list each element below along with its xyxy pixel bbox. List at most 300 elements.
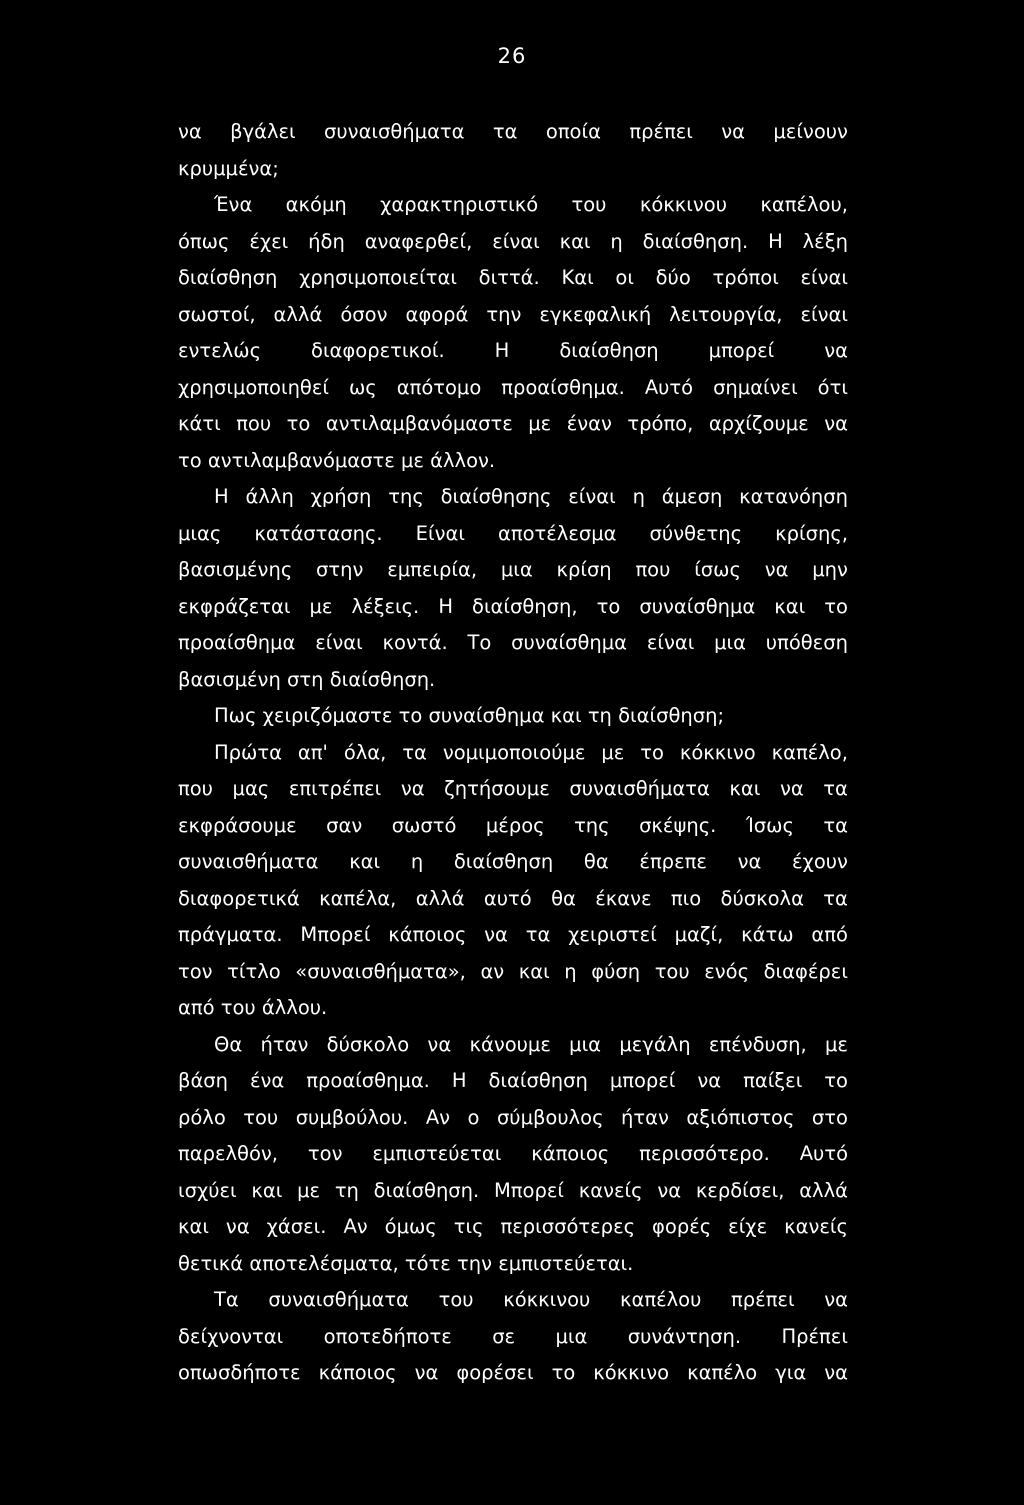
word: ρόλο: [178, 1105, 226, 1129]
word: μια: [555, 1324, 588, 1348]
word: επένδυση,: [708, 1032, 807, 1056]
text-line: [178, 844, 848, 881]
word: με: [601, 740, 625, 764]
word: χειριστεί: [568, 923, 657, 946]
word: διαίσθηση: [488, 1069, 588, 1092]
word: «συναισθήματα»,: [295, 959, 466, 983]
word: την: [457, 1251, 493, 1275]
word: θα: [583, 850, 609, 873]
word: το: [824, 594, 848, 618]
text-line: [178, 954, 848, 991]
word: αλλά: [799, 1178, 848, 1202]
word: θετικά: [178, 1251, 244, 1275]
word: το: [596, 594, 621, 618]
word: σε: [492, 1324, 516, 1348]
text-line: [178, 881, 848, 918]
word: είχε: [728, 1215, 768, 1238]
word: πράγματα.: [178, 923, 283, 946]
word: να: [824, 339, 848, 362]
word: Αν: [425, 1105, 451, 1129]
word: στο: [811, 1105, 848, 1129]
word: έπρεπε: [639, 850, 707, 873]
word: εκφράζεται: [178, 594, 291, 618]
word: στην: [316, 558, 364, 581]
text-line: [178, 1209, 848, 1246]
word: να: [178, 120, 202, 143]
text-line: [178, 151, 848, 188]
word: τίτλο: [227, 959, 281, 983]
word: Και: [561, 266, 594, 289]
word: βασισμένης: [178, 558, 293, 581]
word: Το: [467, 631, 492, 654]
word: να: [400, 777, 425, 800]
text-line: [178, 625, 848, 662]
word: διαίσθηση.: [642, 229, 749, 253]
word: εμπιστεύεται.: [498, 1251, 634, 1275]
word: να: [225, 1215, 250, 1238]
word: περισσότερο.: [639, 1142, 770, 1165]
word: το: [178, 448, 202, 472]
word: Η: [494, 339, 510, 362]
word: η: [632, 485, 645, 508]
text-line: [178, 406, 848, 443]
word: εμπιστεύεται: [372, 1142, 502, 1165]
word: κάτω: [741, 923, 794, 946]
word: για: [775, 1361, 807, 1384]
word: προαίσθημα: [178, 631, 296, 654]
word: περισσότερες: [500, 1215, 636, 1238]
word: Αυτό: [799, 1142, 848, 1165]
word: μείνουν: [773, 120, 848, 143]
word: αξιόπιστος: [686, 1105, 795, 1129]
word: Θα: [214, 1032, 243, 1056]
word: χαρακτηριστικό: [380, 193, 539, 216]
word: μπορεί: [708, 339, 775, 362]
word: όπως: [178, 229, 230, 253]
text-line: [178, 771, 848, 808]
word: οπωσδήποτε: [178, 1361, 301, 1384]
word: όλα,: [343, 740, 387, 764]
word: τα: [492, 120, 518, 143]
word: αντιλαμβανόμαστε: [207, 448, 395, 472]
word: σύμβουλος: [496, 1105, 604, 1129]
word: συναισθήματα: [268, 1288, 409, 1311]
text-line: [178, 297, 848, 334]
word: είναι: [646, 631, 695, 654]
word: το: [398, 704, 423, 727]
word: και: [251, 1178, 283, 1202]
word: συναίσθημα: [639, 594, 756, 618]
word: δύσκολα: [720, 886, 804, 910]
word: τις: [453, 1215, 484, 1238]
word: Ένα: [214, 193, 253, 216]
word: αυτό: [483, 886, 532, 910]
word: να: [779, 777, 804, 800]
word: τα: [823, 886, 848, 910]
word: της: [388, 485, 424, 508]
word: είναι: [492, 229, 540, 253]
text-line: [178, 370, 848, 407]
word: τη: [334, 1178, 359, 1202]
word: να: [824, 412, 848, 435]
word: είναι: [568, 485, 616, 508]
word: να: [764, 558, 789, 581]
word: φορέσει: [456, 1361, 534, 1384]
word: λειτουργία,: [669, 302, 783, 326]
word: ήδη: [308, 229, 345, 253]
word: διαφορετικοί.: [311, 339, 445, 362]
word: σαν: [326, 813, 363, 837]
word: είναι: [800, 302, 848, 326]
word: δύσκολο: [326, 1032, 410, 1056]
word: του: [571, 193, 607, 216]
word: κατάστασης.: [254, 521, 383, 545]
word: πιο: [670, 886, 702, 910]
word: Αυτό: [644, 375, 694, 399]
word: διαίσθησης: [440, 485, 552, 508]
text-line: [178, 1246, 848, 1283]
word: να: [824, 1361, 848, 1384]
word: να: [484, 923, 508, 946]
word: μιας: [178, 521, 222, 545]
word: κρυμμένα;: [178, 156, 279, 180]
word: χρησιμοποιηθεί: [178, 375, 329, 399]
word: να: [721, 120, 745, 143]
word: κάποιος: [388, 923, 467, 946]
word: οποία: [545, 120, 601, 143]
word: ως: [348, 375, 377, 399]
word: τη: [587, 704, 612, 727]
word: του: [654, 959, 690, 983]
word: αντιλαμβανόμαστε: [325, 412, 513, 435]
word: διττά.: [478, 266, 540, 289]
word: το: [286, 412, 311, 435]
word: σωστοί,: [178, 302, 256, 326]
word: εντελώς: [178, 339, 262, 362]
word: απότομο: [396, 375, 482, 399]
word: που: [178, 777, 213, 800]
word: κόκκινου: [639, 193, 727, 216]
word: ένα: [250, 1069, 285, 1092]
word: μαζί,: [674, 923, 724, 946]
text-line: [178, 735, 848, 772]
word: Πως: [214, 704, 257, 727]
word: άλλου.: [261, 996, 328, 1019]
word: αποτελέσματα,: [249, 1251, 399, 1275]
text-line: [178, 1136, 848, 1173]
word: διαίσθηση: [178, 266, 278, 289]
word: συναισθήματα: [324, 120, 465, 143]
word: Μπορεί: [300, 923, 371, 946]
word: του: [243, 1105, 279, 1129]
word: άμεση: [661, 485, 723, 508]
word: κόκκινου: [503, 1288, 591, 1311]
word: σκέψης.: [639, 813, 717, 837]
word: κατανόηση: [739, 485, 848, 508]
word: σημαίνει: [713, 375, 798, 399]
word: να: [427, 1032, 452, 1056]
word: με: [297, 1178, 321, 1202]
word: τα: [823, 813, 848, 837]
text-line: [178, 698, 848, 735]
word: και: [559, 229, 591, 253]
word: η: [410, 850, 424, 873]
word: προαίσθημα.: [501, 375, 625, 399]
word: με: [401, 448, 424, 472]
text-line: [178, 224, 848, 261]
word: άλλον.: [430, 448, 496, 472]
text-line: [178, 1355, 848, 1392]
word: να: [697, 1069, 722, 1092]
word: διαίσθηση,: [472, 594, 578, 618]
word: προαίσθημα.: [306, 1069, 430, 1092]
word: είναι: [800, 266, 848, 289]
word: αποτέλεσμα: [497, 521, 617, 545]
text-line: [178, 1173, 848, 1210]
word: κερδίσει,: [695, 1178, 785, 1202]
word: αλλά: [273, 302, 323, 326]
word: το: [551, 1361, 576, 1384]
word: χάσει.: [266, 1215, 327, 1238]
word: σωστό: [391, 813, 457, 837]
word: αναφερθεί,: [364, 229, 473, 253]
word: με: [825, 1032, 848, 1056]
word: παίξει: [743, 1069, 803, 1092]
word: ισχύει: [178, 1178, 237, 1202]
word: καπέλο: [687, 1361, 758, 1384]
text-line: [178, 917, 848, 954]
word: μια: [569, 1032, 602, 1056]
word: καπέλου: [619, 1288, 702, 1311]
text-line: [178, 1027, 848, 1064]
word: τρόποι: [712, 266, 779, 289]
word: μέρος: [485, 813, 545, 837]
word: από: [178, 996, 215, 1019]
word: τότε: [404, 1251, 451, 1275]
word: του: [438, 1288, 474, 1311]
word: Πρώτα: [214, 740, 282, 764]
word: κρίσης,: [775, 521, 848, 545]
word: νομιμοποιούμε: [442, 740, 586, 764]
word: βασισμένη: [178, 667, 281, 691]
text-line: [178, 187, 848, 224]
word: στη: [287, 667, 324, 691]
word: έχουν: [792, 850, 848, 873]
word: δείχνονται: [178, 1324, 284, 1348]
word: είναι: [315, 631, 363, 654]
word: πρέπει: [629, 120, 693, 143]
word: έναν: [566, 412, 612, 435]
word: δύο: [655, 266, 691, 289]
word: το: [824, 1069, 848, 1092]
word: αρχίζουμε: [708, 412, 809, 435]
word: κάτι: [178, 412, 221, 435]
body-text: [178, 114, 848, 1392]
text-line: [178, 516, 848, 553]
word: καπέλου,: [760, 193, 848, 216]
word: κανείς: [784, 1215, 848, 1238]
word: θα: [551, 886, 576, 910]
word: ζητήσουμε: [444, 777, 550, 800]
word: αφορά: [405, 302, 469, 326]
word: μεγάλη: [619, 1032, 691, 1056]
word: τον: [307, 1142, 343, 1165]
word: τα: [525, 923, 551, 946]
word: οι: [615, 266, 634, 289]
word: κάνουμε: [469, 1032, 551, 1056]
text-line: [178, 260, 848, 297]
word: σύνθετης: [649, 521, 743, 545]
word: η: [610, 229, 623, 253]
word: ίσως: [694, 558, 741, 581]
page-number: 26: [497, 44, 527, 68]
word: άλλη: [245, 485, 294, 508]
word: κοντά.: [382, 631, 448, 654]
word: όμως: [384, 1215, 437, 1238]
word: και: [774, 594, 806, 618]
word: βάση: [178, 1069, 229, 1092]
word: εμπειρία,: [387, 558, 478, 581]
word: πρέπει: [731, 1288, 795, 1311]
word: διαφορετικά: [178, 886, 300, 910]
word: μια: [714, 631, 746, 654]
word: Αν: [343, 1215, 368, 1238]
word: καπέλο,: [771, 740, 848, 764]
word: διαίσθηση.: [373, 1178, 480, 1202]
text-line: [178, 662, 848, 699]
word: Η: [438, 594, 453, 618]
word: τα: [402, 740, 427, 764]
word: αλλά: [415, 886, 465, 910]
word: το: [640, 740, 664, 764]
word: από: [811, 923, 848, 946]
word: απ': [297, 740, 328, 764]
word: επιτρέπει: [288, 777, 382, 800]
word: καπέλα,: [319, 886, 397, 910]
word: συναισθήματα: [569, 777, 710, 800]
word: βγάλει: [230, 120, 296, 143]
word: να: [414, 1361, 439, 1384]
word: χρήση: [310, 485, 372, 508]
word: λέξη: [802, 229, 848, 253]
word: που: [236, 412, 272, 435]
word: ήταν: [621, 1105, 669, 1129]
word: όσον: [340, 302, 388, 326]
word: του: [220, 996, 256, 1019]
word: ο: [467, 1105, 480, 1129]
word: εκφράσουμε: [178, 813, 297, 837]
word: έκανε: [595, 886, 652, 910]
word: κανείς: [578, 1178, 643, 1202]
word: να: [824, 1288, 848, 1311]
word: συνάντηση.: [627, 1324, 742, 1348]
word: διαίσθηση.: [329, 667, 436, 691]
text-line: [178, 589, 848, 626]
word: υπόθεση: [765, 631, 848, 654]
word: διαφέρει: [763, 959, 848, 983]
word: Είναι: [415, 521, 465, 545]
word: μας: [232, 777, 270, 800]
word: συναισθήματα: [178, 850, 319, 873]
word: και: [349, 850, 381, 873]
word: τον: [178, 959, 213, 983]
word: και: [518, 959, 550, 983]
word: Η: [214, 485, 229, 508]
word: να: [737, 850, 762, 873]
text-line: [178, 1063, 848, 1100]
word: Ίσως: [745, 813, 794, 837]
text-line: [178, 1100, 848, 1137]
word: διαίσθηση;: [618, 704, 725, 727]
word: Μπορεί: [493, 1178, 564, 1202]
word: Η: [768, 229, 783, 253]
word: φύση: [591, 959, 641, 983]
text-line: [178, 990, 848, 1027]
word: που: [635, 558, 671, 581]
word: κρίση: [556, 558, 612, 581]
word: χρησιμοποιείται: [299, 266, 457, 289]
text-line: [178, 1319, 848, 1356]
word: να: [657, 1178, 682, 1202]
word: ήταν: [260, 1032, 309, 1056]
word: μια: [500, 558, 533, 581]
word: διαίσθηση: [453, 850, 554, 873]
word: συναίσθημα: [511, 631, 628, 654]
word: τρόπο,: [627, 412, 694, 435]
word: ότι: [817, 375, 848, 399]
word: Πρέπει: [781, 1324, 848, 1348]
word: μην: [812, 558, 848, 581]
text-line: [178, 443, 848, 480]
word: φορές: [652, 1215, 712, 1238]
word: η: [564, 959, 577, 983]
text-line: [178, 479, 848, 516]
word: παρελθόν,: [178, 1142, 279, 1165]
text-line: [178, 552, 848, 589]
text-line: [178, 1282, 848, 1319]
word: κόκκινο: [679, 740, 756, 764]
word: με: [528, 412, 552, 435]
word: κάποιος: [318, 1361, 397, 1384]
word: τα: [823, 777, 848, 800]
word: ακόμη: [285, 193, 347, 216]
word: αν: [480, 959, 505, 983]
word: και: [729, 777, 761, 800]
word: Η: [451, 1069, 467, 1092]
word: και: [550, 704, 582, 727]
text-line: [178, 114, 848, 151]
text-line: [178, 808, 848, 845]
text-line: [178, 333, 848, 370]
word: συμβούλου.: [295, 1105, 409, 1129]
word: χειριζόμαστε: [262, 704, 393, 727]
word: διαίσθηση: [559, 339, 659, 362]
word: και: [178, 1215, 209, 1238]
word: της: [574, 813, 610, 837]
word: μπορεί: [609, 1069, 676, 1092]
word: Τα: [214, 1288, 239, 1311]
word: την: [486, 302, 522, 326]
word: ενός: [704, 959, 750, 983]
word: συναίσθημα: [428, 704, 545, 727]
word: έχει: [249, 229, 289, 253]
word: εγκεφαλική: [539, 302, 652, 326]
word: με: [309, 594, 333, 618]
word: οποτεδήποτε: [323, 1324, 452, 1348]
word: κάποιος: [531, 1142, 610, 1165]
word: λέξεις.: [351, 594, 420, 618]
word: κόκκινο: [593, 1361, 670, 1384]
